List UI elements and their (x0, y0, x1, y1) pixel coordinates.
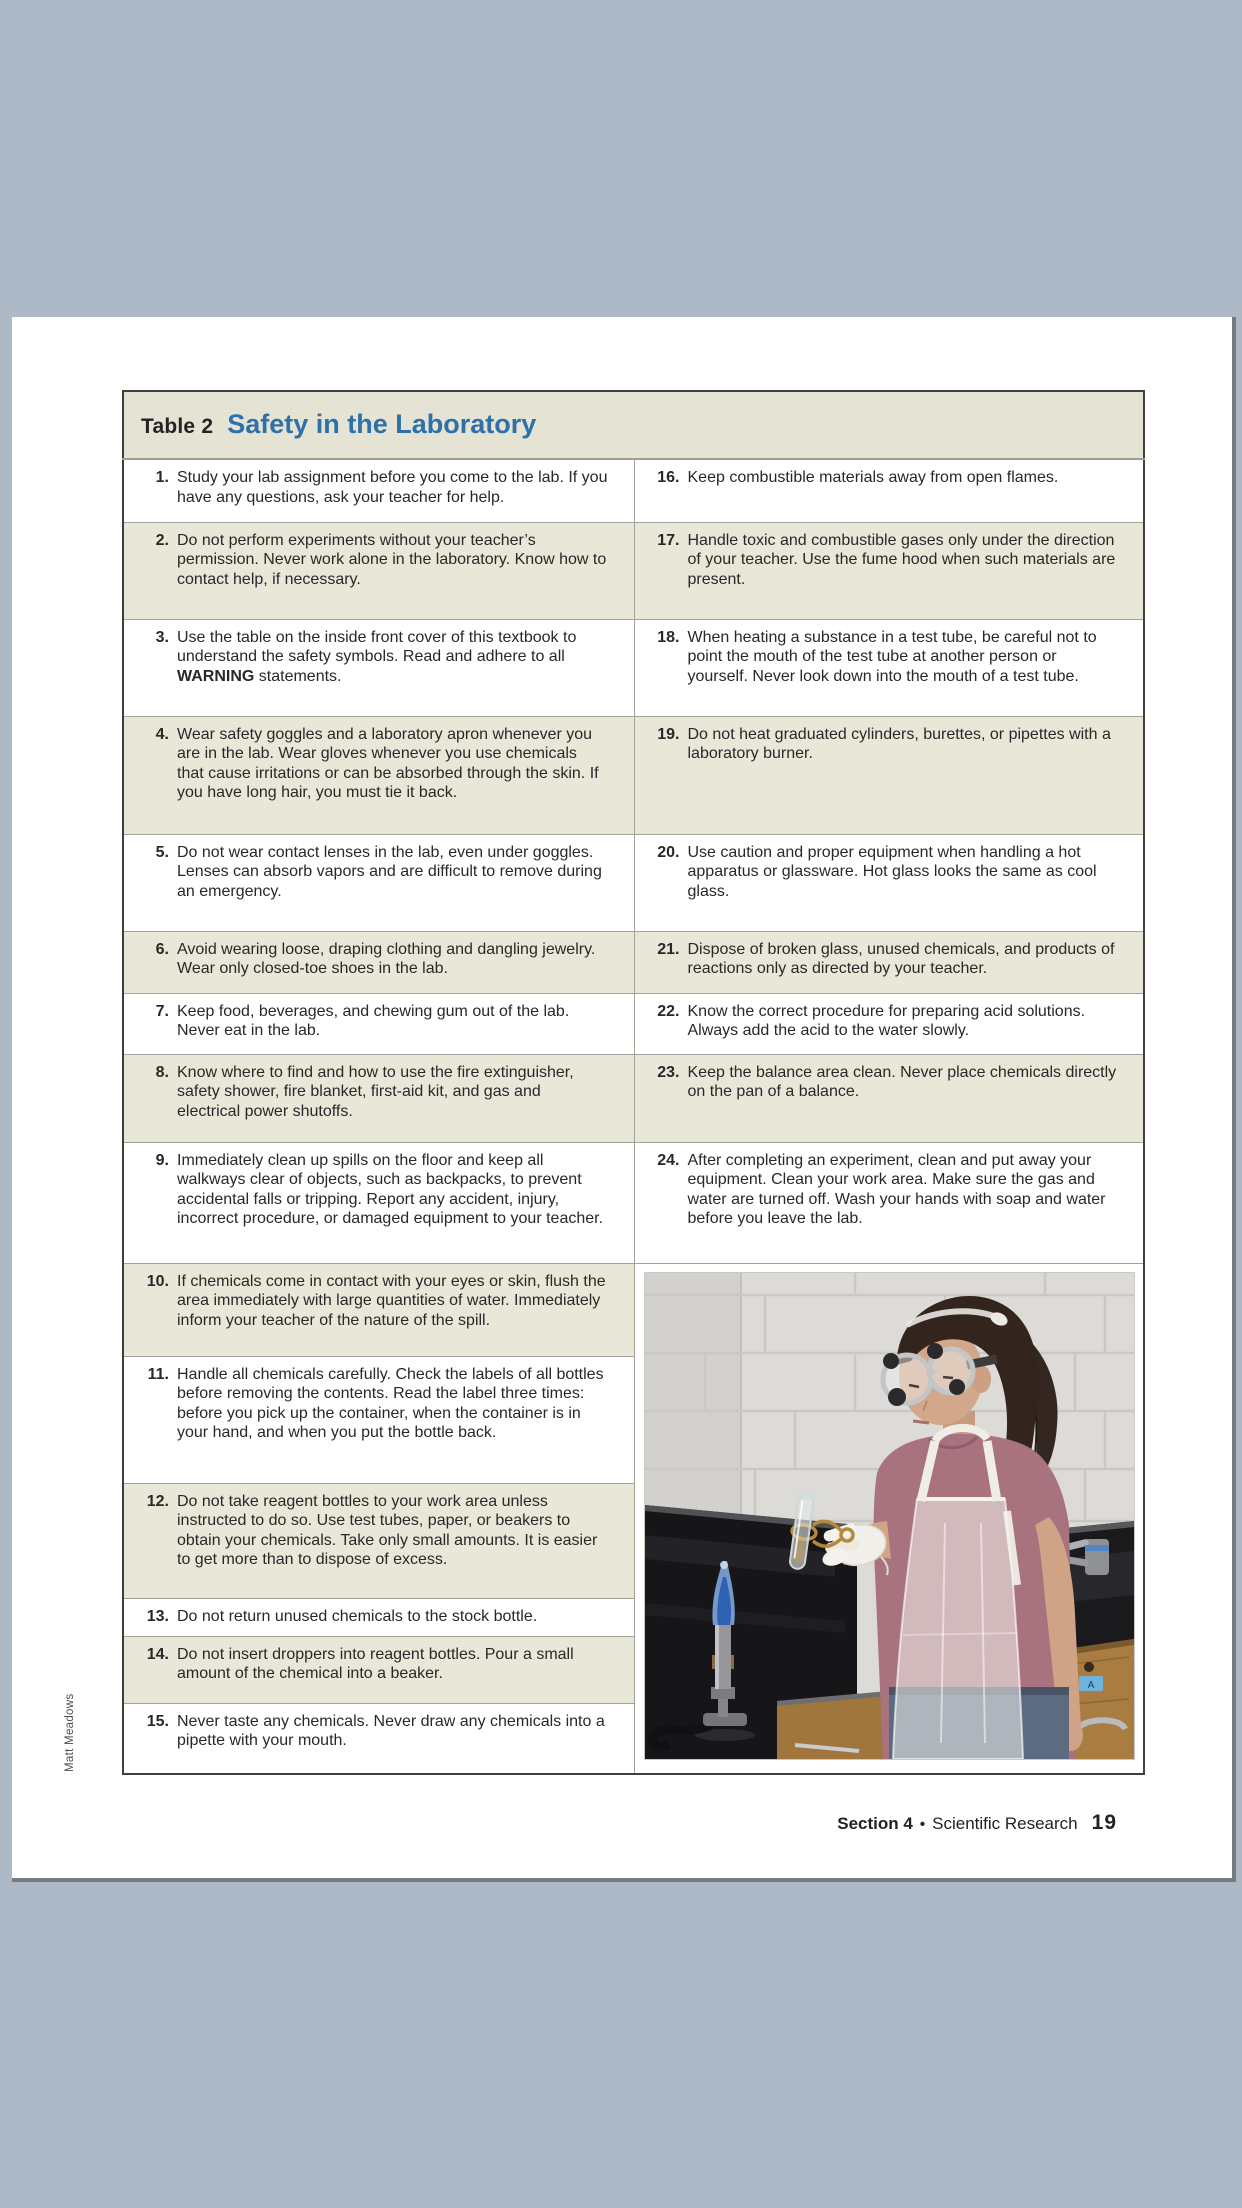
rule-text: Keep the balance area clean. Never place chemicals directly on the pan of a balance. (687, 1063, 1117, 1100)
footer-bullet: • (919, 1816, 926, 1833)
photo-credit: Matt Meadows (64, 1693, 76, 1772)
rule-number: 22. (657, 1002, 680, 1020)
rule-number: 12. (146, 1492, 169, 1510)
rule-text-segment: Use the table on the inside front cover of this textbook to understand the safety symbols. Read and adhere to all (177, 628, 577, 665)
rule-text: Avoid wearing loose, draping clothing and dangling jewelry. Wear only closed-toe shoes in the lab. (177, 940, 596, 977)
table-row (123, 1142, 1144, 1263)
rule-number: 2. (155, 531, 169, 549)
rule-cell-6 (123, 931, 634, 993)
rule-number: 3. (155, 628, 169, 646)
rule-number: 9. (155, 1151, 169, 1169)
lab-photo (645, 1273, 1134, 1759)
rule-number: 24. (657, 1151, 680, 1169)
rule-cell-13 (123, 1598, 634, 1636)
table-row (123, 993, 1144, 1054)
table-header (123, 391, 1144, 459)
rule-cell-10 (123, 1263, 634, 1356)
rule-text: Dispose of broken glass, unused chemicals, and products of reactions only as directed by your teacher. (687, 940, 1115, 977)
rule-cell-1 (123, 459, 634, 522)
table-header-row (123, 391, 1144, 459)
rule-text: Study your lab assignment before you come to the lab. If you have any questions, ask your teacher for help. (177, 469, 608, 506)
rule-cell-18 (634, 619, 1144, 716)
rule-text: If chemicals come in contact with your eyes or skin, flush the area immediately with large quantities of water. Immediately inform your teacher of the nature of the spill. (177, 1272, 606, 1329)
rule-cell-24 (634, 1142, 1144, 1263)
page-footer (837, 1811, 1117, 1835)
table-row (123, 522, 1144, 619)
rule-text: Do not heat graduated cylinders, burettes, or pipettes with a laboratory burner. (687, 725, 1111, 762)
rule-number: 11. (147, 1365, 169, 1383)
rule-cell-21 (634, 931, 1144, 993)
rule-text: Immediately clean up spills on the floor and keep all walkways clear of objects, such as backpacks, to prevent accidental falls or tripping. Report any accident, injury, incorrect procedure, or damaged equipment to your teacher. (177, 1151, 604, 1227)
rule-cell-11 (123, 1356, 634, 1483)
rule-number: 10. (146, 1272, 169, 1290)
table-row (123, 931, 1144, 993)
rule-number: 4. (155, 725, 169, 743)
rule-text: Handle all chemicals carefully. Check the labels of all bottles before removing the contents. Read the label three times: before you pick up the container, when the container is in your hand, and when you put the bottle back. (177, 1365, 604, 1441)
rule-cell-14 (123, 1636, 634, 1703)
safety-rules-table (122, 390, 1145, 1775)
table-row (123, 1263, 1144, 1356)
rule-number: 14. (146, 1645, 169, 1663)
footer-chapter: Scientific Research (932, 1814, 1078, 1833)
rule-cell-3 (123, 619, 634, 716)
rule-number: 16. (657, 469, 680, 486)
rule-number: 8. (155, 1063, 169, 1081)
table-row (123, 619, 1144, 716)
rule-number: 23. (657, 1063, 680, 1081)
rule-cell-12 (123, 1483, 634, 1598)
rule-number: 1. (155, 469, 169, 486)
rule-text: Do not wear contact lenses in the lab, even under goggles. Lenses can absorb vapors and are difficult to remove during an emergency. (177, 843, 602, 900)
rule-cell-8 (123, 1054, 634, 1142)
rule-cell-2 (123, 522, 634, 619)
warning-emphasis: WARNING (177, 667, 255, 685)
rule-cell-23 (634, 1054, 1144, 1142)
rule-cell-20 (634, 834, 1144, 931)
rule-number: 21. (657, 940, 680, 958)
table-row (123, 1054, 1144, 1142)
rule-number: 13. (146, 1607, 169, 1625)
rule-text-segment: statements. (254, 667, 342, 685)
rule-cell-19 (634, 716, 1144, 834)
cabinet-label: A (1087, 1679, 1094, 1691)
page-number: 19 (1091, 1811, 1117, 1834)
left-wood-cabinet (777, 1691, 889, 1759)
lab-photo-cell (634, 1263, 1144, 1774)
rule-number: 20. (657, 843, 680, 861)
rule-number: 5. (155, 843, 169, 861)
rule-text: Keep combustible materials away from open flames. (687, 469, 1059, 486)
rule-number: 17. (657, 531, 680, 549)
table-label: Table 2 (141, 414, 214, 438)
table-title: Safety in the Laboratory (227, 408, 537, 439)
rule-number: 6. (155, 940, 169, 958)
rule-text: Never taste any chemicals. Never draw any chemicals into a pipette with your mouth. (177, 1712, 605, 1749)
rule-cell-22 (634, 993, 1144, 1054)
rule-text: Know the correct procedure for preparing acid solutions. Always add the acid to the water slowly. (687, 1002, 1086, 1039)
rule-text: Know where to find and how to use the fire extinguisher, safety shower, fire blanket, first-aid kit, and gas and electrical power shutoffs. (177, 1063, 574, 1120)
rule-number: 18. (657, 628, 680, 646)
rule-text: After completing an experiment, clean and put away your equipment. Clean your work area. Make sure the gas and water are turned off. Wash your hands with soap and water before you leave the lab. (687, 1151, 1106, 1227)
rule-text (177, 628, 608, 687)
rule-cell-9 (123, 1142, 634, 1263)
rule-cell-5 (123, 834, 634, 931)
rule-number: 19. (657, 725, 680, 743)
rule-text: Do not insert droppers into reagent bottles. Pour a small amount of the chemical into a beaker. (177, 1645, 574, 1682)
rule-text: Use caution and proper equipment when handling a hot apparatus or glassware. Hot glass looks the same as cool glass. (687, 843, 1097, 900)
rule-cell-16 (634, 459, 1144, 522)
rule-text: Keep food, beverages, and chewing gum out of the lab. Never eat in the lab. (177, 1002, 570, 1039)
rule-cell-4 (123, 716, 634, 834)
rule-text: Do not return unused chemicals to the stock bottle. (177, 1607, 538, 1625)
rule-text: When heating a substance in a test tube, be careful not to point the mouth of the test tube at another person or yourself. Never look down into the mouth of a test tube. (687, 628, 1097, 685)
book-page (12, 317, 1232, 1878)
rule-cell-15 (123, 1703, 634, 1774)
rule-number: 7. (155, 1002, 169, 1020)
rule-text: Handle toxic and combustible gases only under the direction of your teacher. Use the fume hood when such materials are present. (687, 531, 1116, 588)
rule-text: Do not perform experiments without your teacher’s permission. Never work alone in the laboratory. Know how to contact help, if necessary. (177, 531, 607, 588)
rule-cell-17 (634, 522, 1144, 619)
footer-section: Section 4 (837, 1814, 913, 1833)
table-row (123, 834, 1144, 931)
lab-photo-illustration (645, 1273, 1134, 1759)
table-row (123, 716, 1144, 834)
rule-text: Do not take reagent bottles to your work area unless instructed to do so. Use test tubes, paper, or beakers to obtain your chemicals. Take only small amounts. It is easier to get more than to dispose of excess. (177, 1492, 598, 1568)
table-row (123, 459, 1144, 522)
rule-number: 15. (146, 1712, 169, 1730)
rule-text: Wear safety goggles and a laboratory apron whenever you are in the lab. Wear gloves whenever you use chemicals that cause irritations or can be absorbed through the skin. If you have long hair, you must tie it back. (177, 725, 599, 801)
rule-cell-7 (123, 993, 634, 1054)
